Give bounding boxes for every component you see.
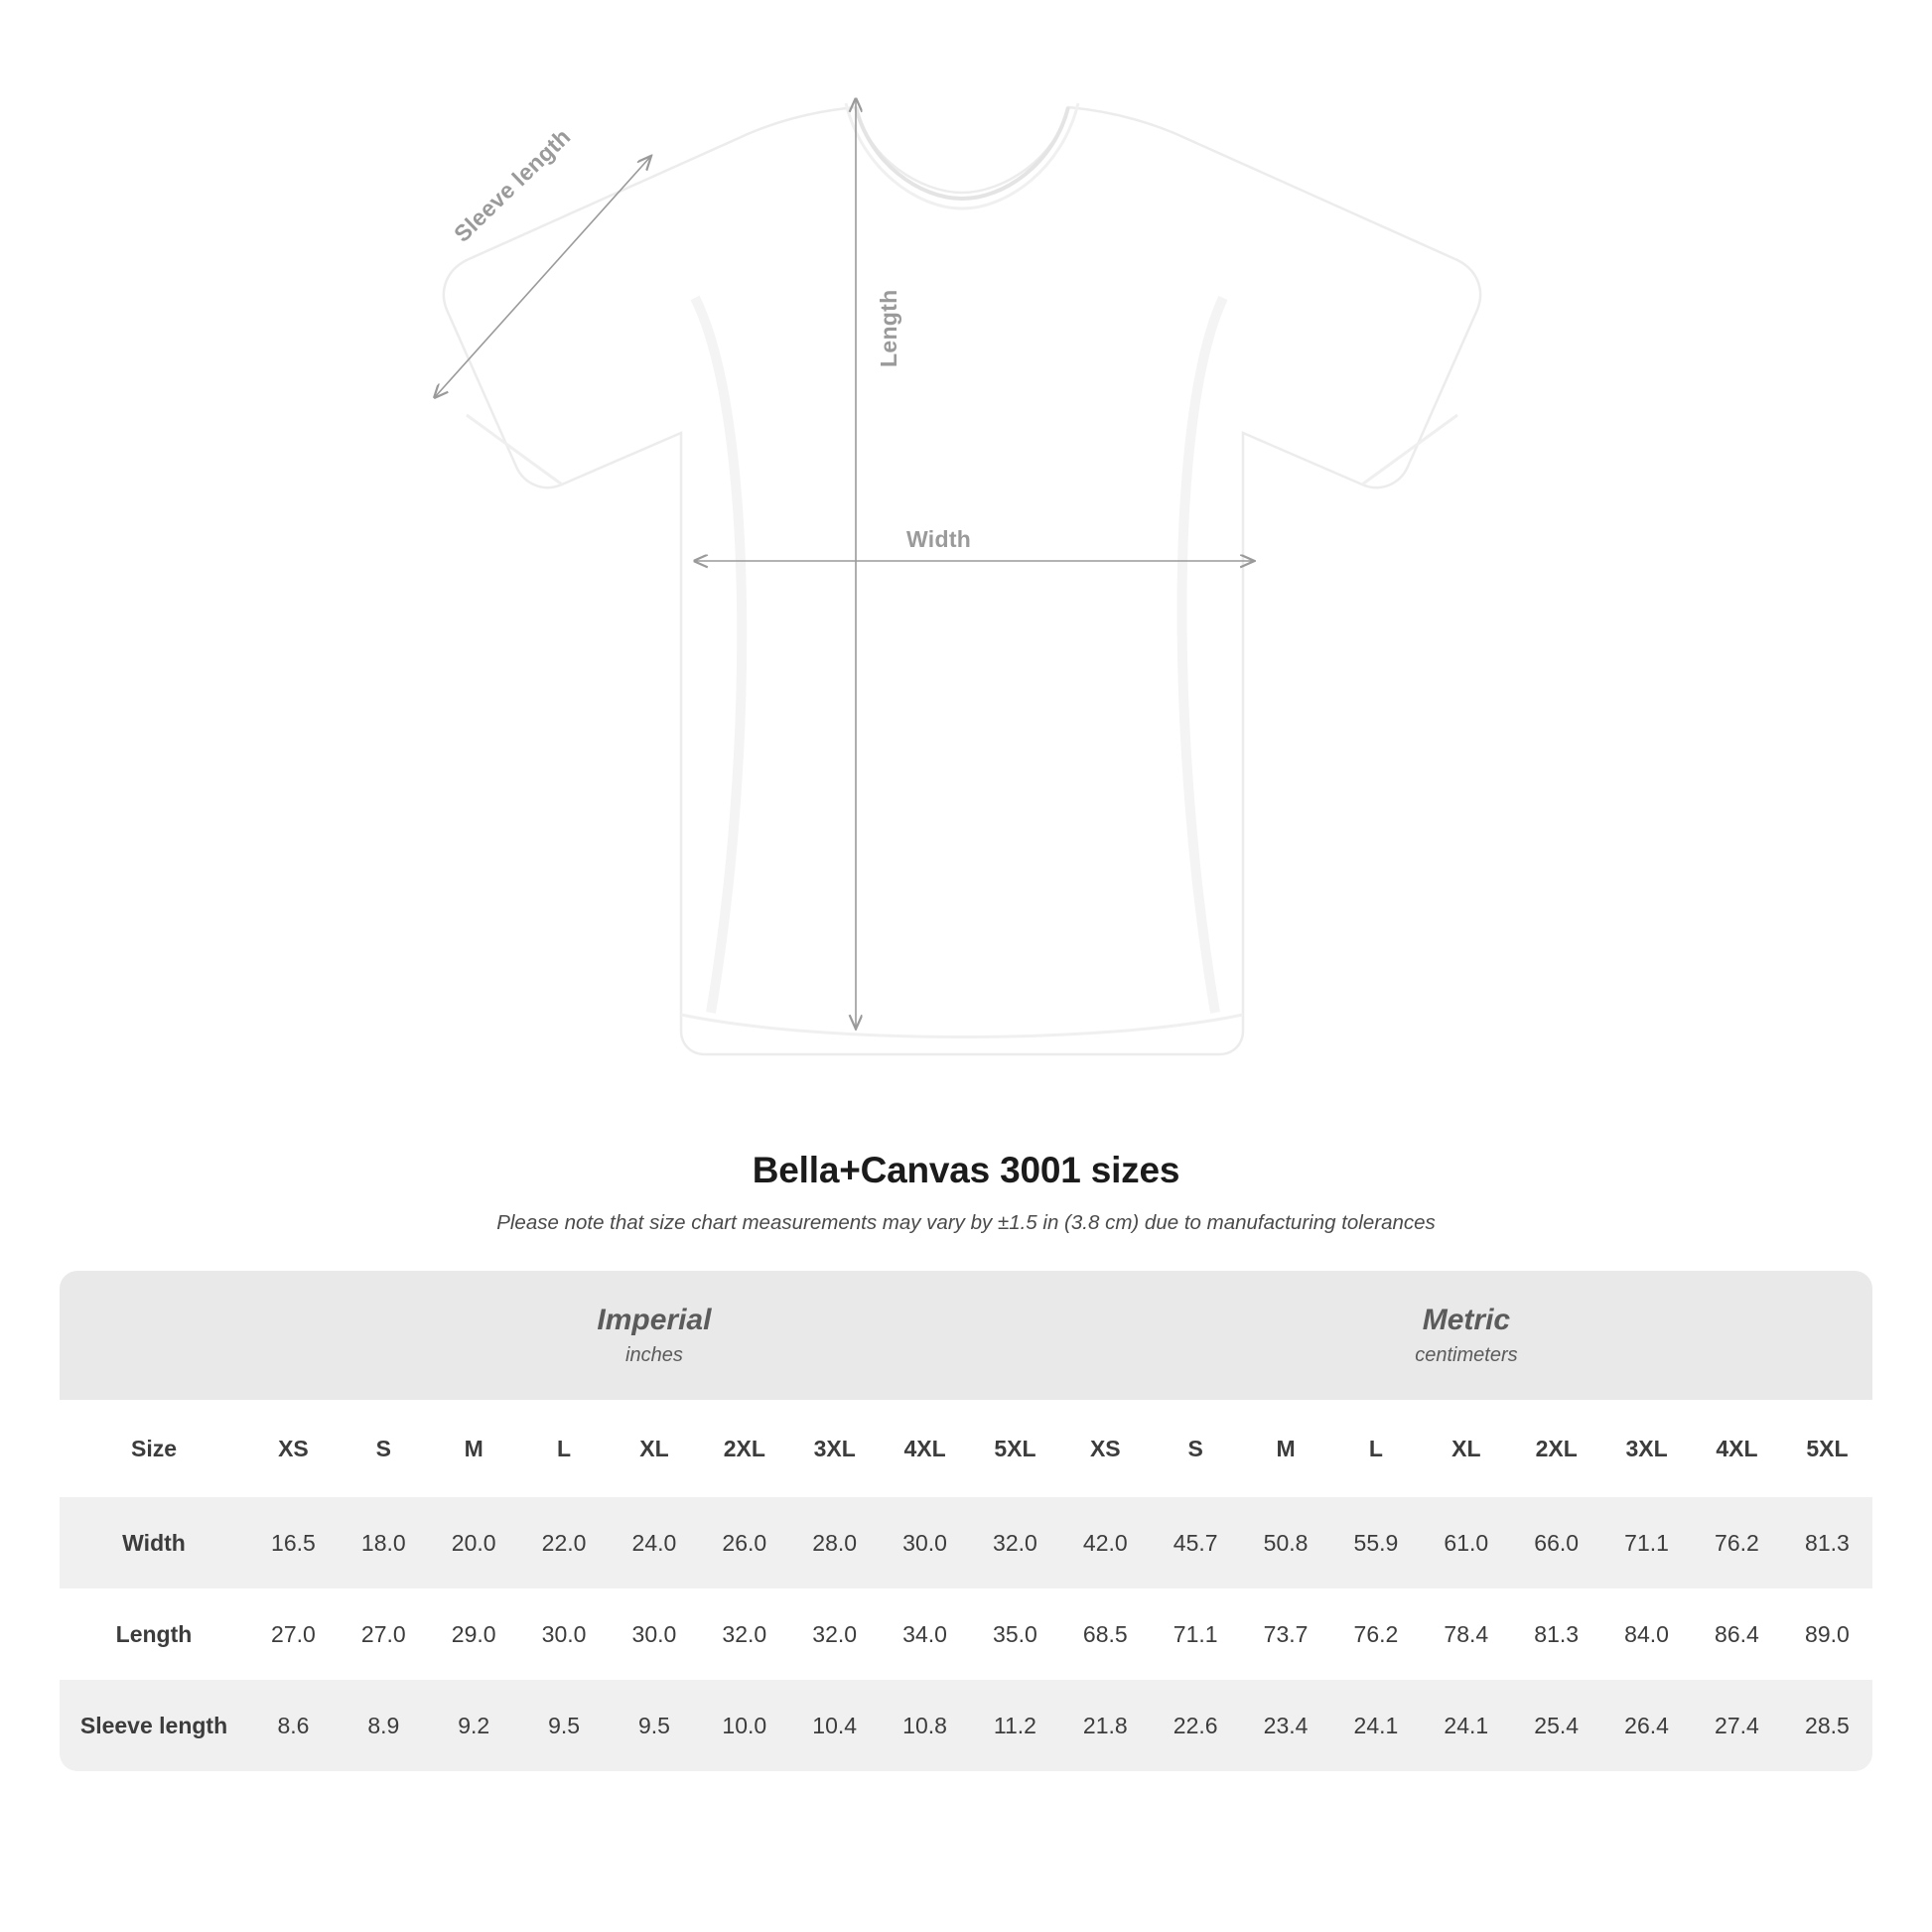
unit-group-metric-sub: centimeters xyxy=(1415,1343,1518,1366)
cell-sleeve-length: 10.4 xyxy=(789,1680,880,1771)
cell-length: 81.3 xyxy=(1511,1588,1601,1680)
size-header-cell: 3XL xyxy=(1601,1400,1692,1497)
cell-sleeve-length: 24.1 xyxy=(1421,1680,1511,1771)
cell-width: 26.0 xyxy=(699,1497,789,1588)
cell-width: 24.0 xyxy=(610,1497,700,1588)
cell-length: 73.7 xyxy=(1241,1588,1331,1680)
cell-length: 29.0 xyxy=(429,1588,519,1680)
cell-width: 81.3 xyxy=(1782,1497,1872,1588)
size-header-cell: 2XL xyxy=(699,1400,789,1497)
unit-corner-cell xyxy=(60,1271,248,1400)
cell-sleeve-length: 25.4 xyxy=(1511,1680,1601,1771)
unit-group-imperial-name: Imperial xyxy=(597,1304,712,1337)
cell-length: 76.2 xyxy=(1331,1588,1422,1680)
cell-sleeve-length: 23.4 xyxy=(1241,1680,1331,1771)
unit-group-imperial-sub: inches xyxy=(625,1343,683,1366)
row-label-sleeve-length: Sleeve length xyxy=(60,1680,248,1771)
row-label-width: Width xyxy=(60,1497,248,1588)
unit-group-imperial xyxy=(248,1271,1060,1400)
cell-sleeve-length: 21.8 xyxy=(1060,1680,1151,1771)
cell-width: 28.0 xyxy=(789,1497,880,1588)
cell-length: 89.0 xyxy=(1782,1588,1872,1680)
cell-sleeve-length: 22.6 xyxy=(1151,1680,1241,1771)
size-header-cell: L xyxy=(1331,1400,1422,1497)
cell-sleeve-length: 9.5 xyxy=(610,1680,700,1771)
cell-length: 30.0 xyxy=(610,1588,700,1680)
size-header-cell: 2XL xyxy=(1511,1400,1601,1497)
size-header-cell: M xyxy=(1241,1400,1331,1497)
cell-width: 18.0 xyxy=(339,1497,429,1588)
cell-sleeve-length: 28.5 xyxy=(1782,1680,1872,1771)
size-header-label: Size xyxy=(60,1400,248,1497)
size-header-cell: 5XL xyxy=(970,1400,1060,1497)
cell-length: 84.0 xyxy=(1601,1588,1692,1680)
cell-length: 34.0 xyxy=(880,1588,970,1680)
unit-header-row xyxy=(60,1271,1872,1400)
cell-length: 78.4 xyxy=(1421,1588,1511,1680)
cell-sleeve-length: 10.8 xyxy=(880,1680,970,1771)
cell-sleeve-length: 26.4 xyxy=(1601,1680,1692,1771)
size-header-cell: M xyxy=(429,1400,519,1497)
size-header-cell: XS xyxy=(1060,1400,1151,1497)
table-row xyxy=(60,1680,1872,1771)
size-header-cell: S xyxy=(1151,1400,1241,1497)
cell-sleeve-length: 24.1 xyxy=(1331,1680,1422,1771)
cell-width: 71.1 xyxy=(1601,1497,1692,1588)
unit-group-metric-name: Metric xyxy=(1422,1304,1511,1337)
width-label: Width xyxy=(906,526,972,552)
unit-group-metric xyxy=(1060,1271,1872,1400)
cell-sleeve-length: 11.2 xyxy=(970,1680,1060,1771)
cell-sleeve-length: 8.6 xyxy=(248,1680,339,1771)
cell-sleeve-length: 27.4 xyxy=(1692,1680,1782,1771)
cell-width: 50.8 xyxy=(1241,1497,1331,1588)
cell-length: 30.0 xyxy=(519,1588,610,1680)
cell-length: 27.0 xyxy=(339,1588,429,1680)
table-row xyxy=(60,1497,1872,1588)
size-header-cell: XL xyxy=(610,1400,700,1497)
cell-width: 76.2 xyxy=(1692,1497,1782,1588)
cell-sleeve-length: 10.0 xyxy=(699,1680,789,1771)
cell-width: 32.0 xyxy=(970,1497,1060,1588)
cell-sleeve-length: 8.9 xyxy=(339,1680,429,1771)
cell-width: 30.0 xyxy=(880,1497,970,1588)
cell-width: 22.0 xyxy=(519,1497,610,1588)
cell-length: 32.0 xyxy=(699,1588,789,1680)
sleeve-length-label: Sleeve length xyxy=(449,123,576,247)
cell-length: 86.4 xyxy=(1692,1588,1782,1680)
cell-width: 55.9 xyxy=(1331,1497,1422,1588)
size-header-cell: 5XL xyxy=(1782,1400,1872,1497)
cell-sleeve-length: 9.5 xyxy=(519,1680,610,1771)
page-title: Bella+Canvas 3001 sizes xyxy=(752,1150,1180,1190)
cell-width: 42.0 xyxy=(1060,1497,1151,1588)
cell-length: 68.5 xyxy=(1060,1588,1151,1680)
length-label: Length xyxy=(876,289,901,367)
cell-width: 45.7 xyxy=(1151,1497,1241,1588)
row-label-length: Length xyxy=(60,1588,248,1680)
size-table xyxy=(60,1271,1872,1771)
shirt-shape xyxy=(444,103,1480,1054)
size-header-cell: 3XL xyxy=(789,1400,880,1497)
size-header-cell: XS xyxy=(248,1400,339,1497)
size-header-cell: S xyxy=(339,1400,429,1497)
cell-length: 35.0 xyxy=(970,1588,1060,1680)
chart-heading xyxy=(0,1150,1932,1235)
cell-width: 61.0 xyxy=(1421,1497,1511,1588)
size-header-cell: L xyxy=(519,1400,610,1497)
size-header-row xyxy=(60,1400,1872,1497)
cell-length: 71.1 xyxy=(1151,1588,1241,1680)
cell-sleeve-length: 9.2 xyxy=(429,1680,519,1771)
size-header-cell: XL xyxy=(1421,1400,1511,1497)
size-header-cell: 4XL xyxy=(880,1400,970,1497)
table-row xyxy=(60,1588,1872,1680)
size-header-cell: 4XL xyxy=(1692,1400,1782,1497)
size-table-container xyxy=(60,1271,1872,1771)
cell-length: 27.0 xyxy=(248,1588,339,1680)
cell-width: 16.5 xyxy=(248,1497,339,1588)
cell-width: 66.0 xyxy=(1511,1497,1601,1588)
cell-width: 20.0 xyxy=(429,1497,519,1588)
cell-length: 32.0 xyxy=(789,1588,880,1680)
tolerance-note: Please note that size chart measurements may vary by ±1.5 in (3.8 cm) due to manufacturing tolerances xyxy=(496,1211,1436,1234)
